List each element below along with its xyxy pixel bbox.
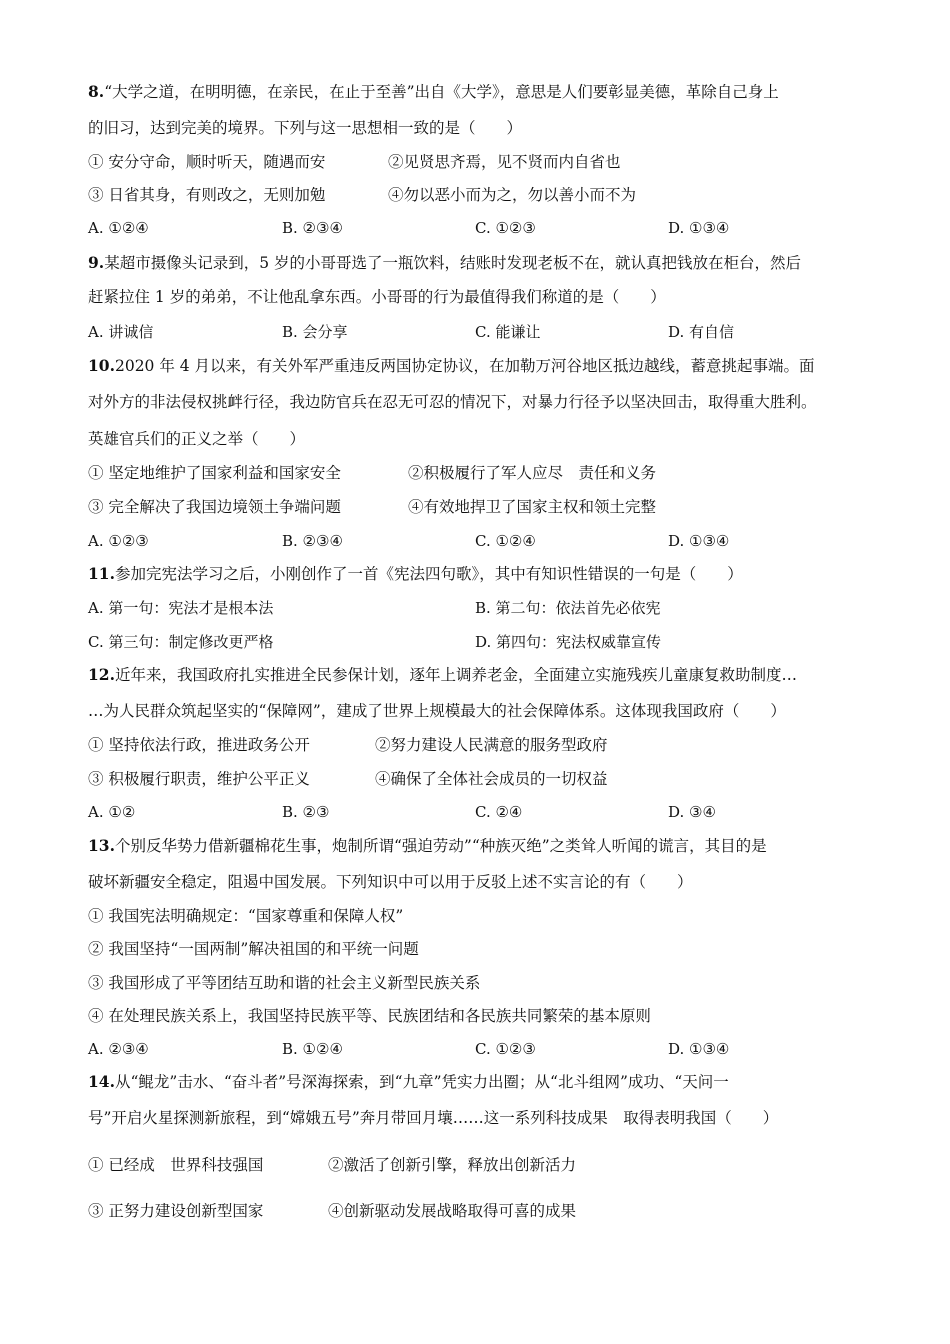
question-11-option-a: A. 第一句：宪法才是根本法 [88, 599, 274, 617]
question-8-option-a: A. ①②④ [88, 219, 149, 237]
question-8-line-1 [88, 82, 779, 102]
question-14-text-1: 从“鲲龙”击水、“奋斗者”号深海探索，到“九章”凭实力出圈；从“北斗组网”成功、“天问一 [114, 1073, 729, 1091]
question-11-option-c: C. 第三句：制定修改更严格 [88, 633, 274, 651]
question-13-line-1 [88, 836, 767, 856]
question-11-option-b: B. 第二句：依法首先必依宪 [475, 599, 661, 617]
question-10-item-1: ① 坚定地维护了国家利益和国家安全 [88, 464, 341, 482]
question-14-item-3: ③ 正努力建设创新型国家 [88, 1202, 264, 1220]
question-13-item-1: ① 我国宪法明确规定：“国家尊重和保障人权” [88, 907, 404, 925]
question-10-item-2: ②积极履行了军人应尽 责任和义务 [408, 464, 657, 482]
question-9-option-a: A. 讲诚信 [88, 323, 154, 341]
question-9-text-1: 某超市摄像头记录到，5 岁的小哥哥选了一瓶饮料，结账时发现老板不在，就认真把钱放在柜台，然后 [104, 254, 801, 272]
question-10-option-b: B. ②③④ [282, 532, 343, 550]
question-8-item-2: ②见贤思齐焉，见不贤而内自省也 [388, 153, 621, 171]
question-14-item-4: ④创新驱动发展战略取得可喜的成果 [328, 1202, 577, 1220]
question-8-line-2: 的旧习，达到完美的境界。下列与这一思想相一致的是（ ） [88, 119, 523, 137]
question-9-option-d: D. 有自信 [668, 323, 735, 341]
question-8-option-c: C. ①②③ [475, 219, 536, 237]
question-13-item-3: ③ 我国形成了平等团结互助和谐的社会主义新型民族关系 [88, 974, 481, 992]
question-9-number: 9. [88, 253, 105, 272]
question-13-text-1: 个别反华势力借新疆棉花生事，炮制所谓“强迫劳动”“种族灭绝”之类耸人听闻的谎言，其目的是 [114, 837, 767, 855]
question-12-option-b: B. ②③ [282, 803, 330, 821]
question-14-line-1 [88, 1072, 729, 1092]
question-13-item-2: ② 我国坚持“一国两制”解决祖国的和平统一问题 [88, 940, 419, 958]
question-9-line-2: 赶紧拉住 1 岁的弟弟，不让他乱拿东西。小哥哥的行为最值得我们称道的是（ ） [88, 288, 666, 306]
question-9-option-b: B. 会分享 [282, 323, 348, 341]
question-10-option-c: C. ①②④ [475, 532, 536, 550]
question-11-line-1 [88, 564, 743, 584]
question-8-item-3: ③ 日省其身，有则改之，无则加勉 [88, 186, 326, 204]
question-12-option-c: C. ②④ [475, 803, 523, 821]
question-14-item-2: ②激活了创新引擎，释放出创新活力 [328, 1156, 577, 1174]
question-10-item-4: ④有效地捍卫了国家主权和领土完整 [408, 498, 657, 516]
question-14-number: 14. [88, 1072, 115, 1091]
question-12-line-1 [88, 665, 797, 685]
question-14-item-1: ① 已经成 世界科技强国 [88, 1156, 264, 1174]
question-10-text-1: 2020 年 4 月以来，有关外军严重违反两国协定协议，在加勒万河谷地区抵边越线，蓄意挑起事端。面 [114, 357, 815, 375]
question-13-number: 13. [88, 836, 115, 855]
question-12-option-a: A. ①② [88, 803, 136, 821]
question-13-line-2: 破坏新疆安全稳定，阻遏中国发展。下列知识中可以用于反驳上述不实言论的有（ ） [88, 873, 693, 891]
question-13-option-d: D. ①③④ [668, 1040, 730, 1058]
question-8-text-1: “大学之道，在明明德，在亲民，在止于至善”出自《大学》，意思是人们要彰显美德，革除自己身上 [104, 83, 779, 101]
question-13-option-a: A. ②③④ [88, 1040, 149, 1058]
question-11-text-1: 参加完宪法学习之后，小刚创作了一首《宪法四句歌》，其中有知识性错误的一句是（ ） [114, 565, 743, 583]
question-12-item-4: ④确保了全体社会成员的一切权益 [375, 770, 608, 788]
question-10-option-d: D. ①③④ [668, 532, 730, 550]
question-12-item-1: ① 坚持依法行政，推进政务公开 [88, 736, 310, 754]
question-12-item-2: ②努力建设人民满意的服务型政府 [375, 736, 608, 754]
question-11-number: 11. [88, 564, 115, 583]
question-8-item-1: ① 安分守命，顺时听天，随遇而安 [88, 153, 326, 171]
question-13-item-4: ④ 在处理民族关系上，我国坚持民族平等、民族团结和各民族共同繁荣的基本原则 [88, 1007, 651, 1025]
question-8-number: 8. [88, 82, 105, 101]
question-14-line-2: 号”开启火星探测新旅程，到“嫦娥五号”奔月带回月壤……这一系列科技成果 取得表明我国（ ） [88, 1109, 779, 1127]
question-12-line-2: …为人民群众筑起坚实的“保障网”，建成了世界上规模最大的社会保障体系。这体现我国政府（ ） [88, 702, 786, 720]
question-10-option-a: A. ①②③ [88, 532, 149, 550]
question-8-item-4: ④勿以恶小而为之，勿以善小而不为 [388, 186, 637, 204]
question-10-item-3: ③ 完全解决了我国边境领土争端问题 [88, 498, 341, 516]
question-12-number: 12. [88, 665, 115, 684]
question-10-line-1 [88, 356, 815, 376]
question-8-option-d: D. ①③④ [668, 219, 730, 237]
question-8-option-b: B. ②③④ [282, 219, 343, 237]
question-12-option-d: D. ③④ [668, 803, 716, 821]
question-11-option-d: D. 第四句：宪法权威靠宣传 [475, 633, 662, 651]
question-10-number: 10. [88, 356, 115, 375]
question-13-option-c: C. ①②③ [475, 1040, 536, 1058]
question-12-item-3: ③ 积极履行职责，维护公平正义 [88, 770, 310, 788]
question-10-line-3: 英雄官兵们的正义之举（ ） [88, 430, 306, 448]
question-9-line-1 [88, 253, 801, 273]
question-10-line-2: 对外方的非法侵权挑衅行径，我边防官兵在忍无可忍的情况下，对暴力行径予以坚决回击，取得重大胜利。 [88, 393, 817, 411]
question-9-option-c: C. 能谦让 [475, 323, 541, 341]
question-13-option-b: B. ①②④ [282, 1040, 343, 1058]
question-12-text-1: 近年来，我国政府扎实推进全民参保计划，逐年上调养老金，全面建立实施残疾儿童康复救助制度… [114, 666, 797, 684]
